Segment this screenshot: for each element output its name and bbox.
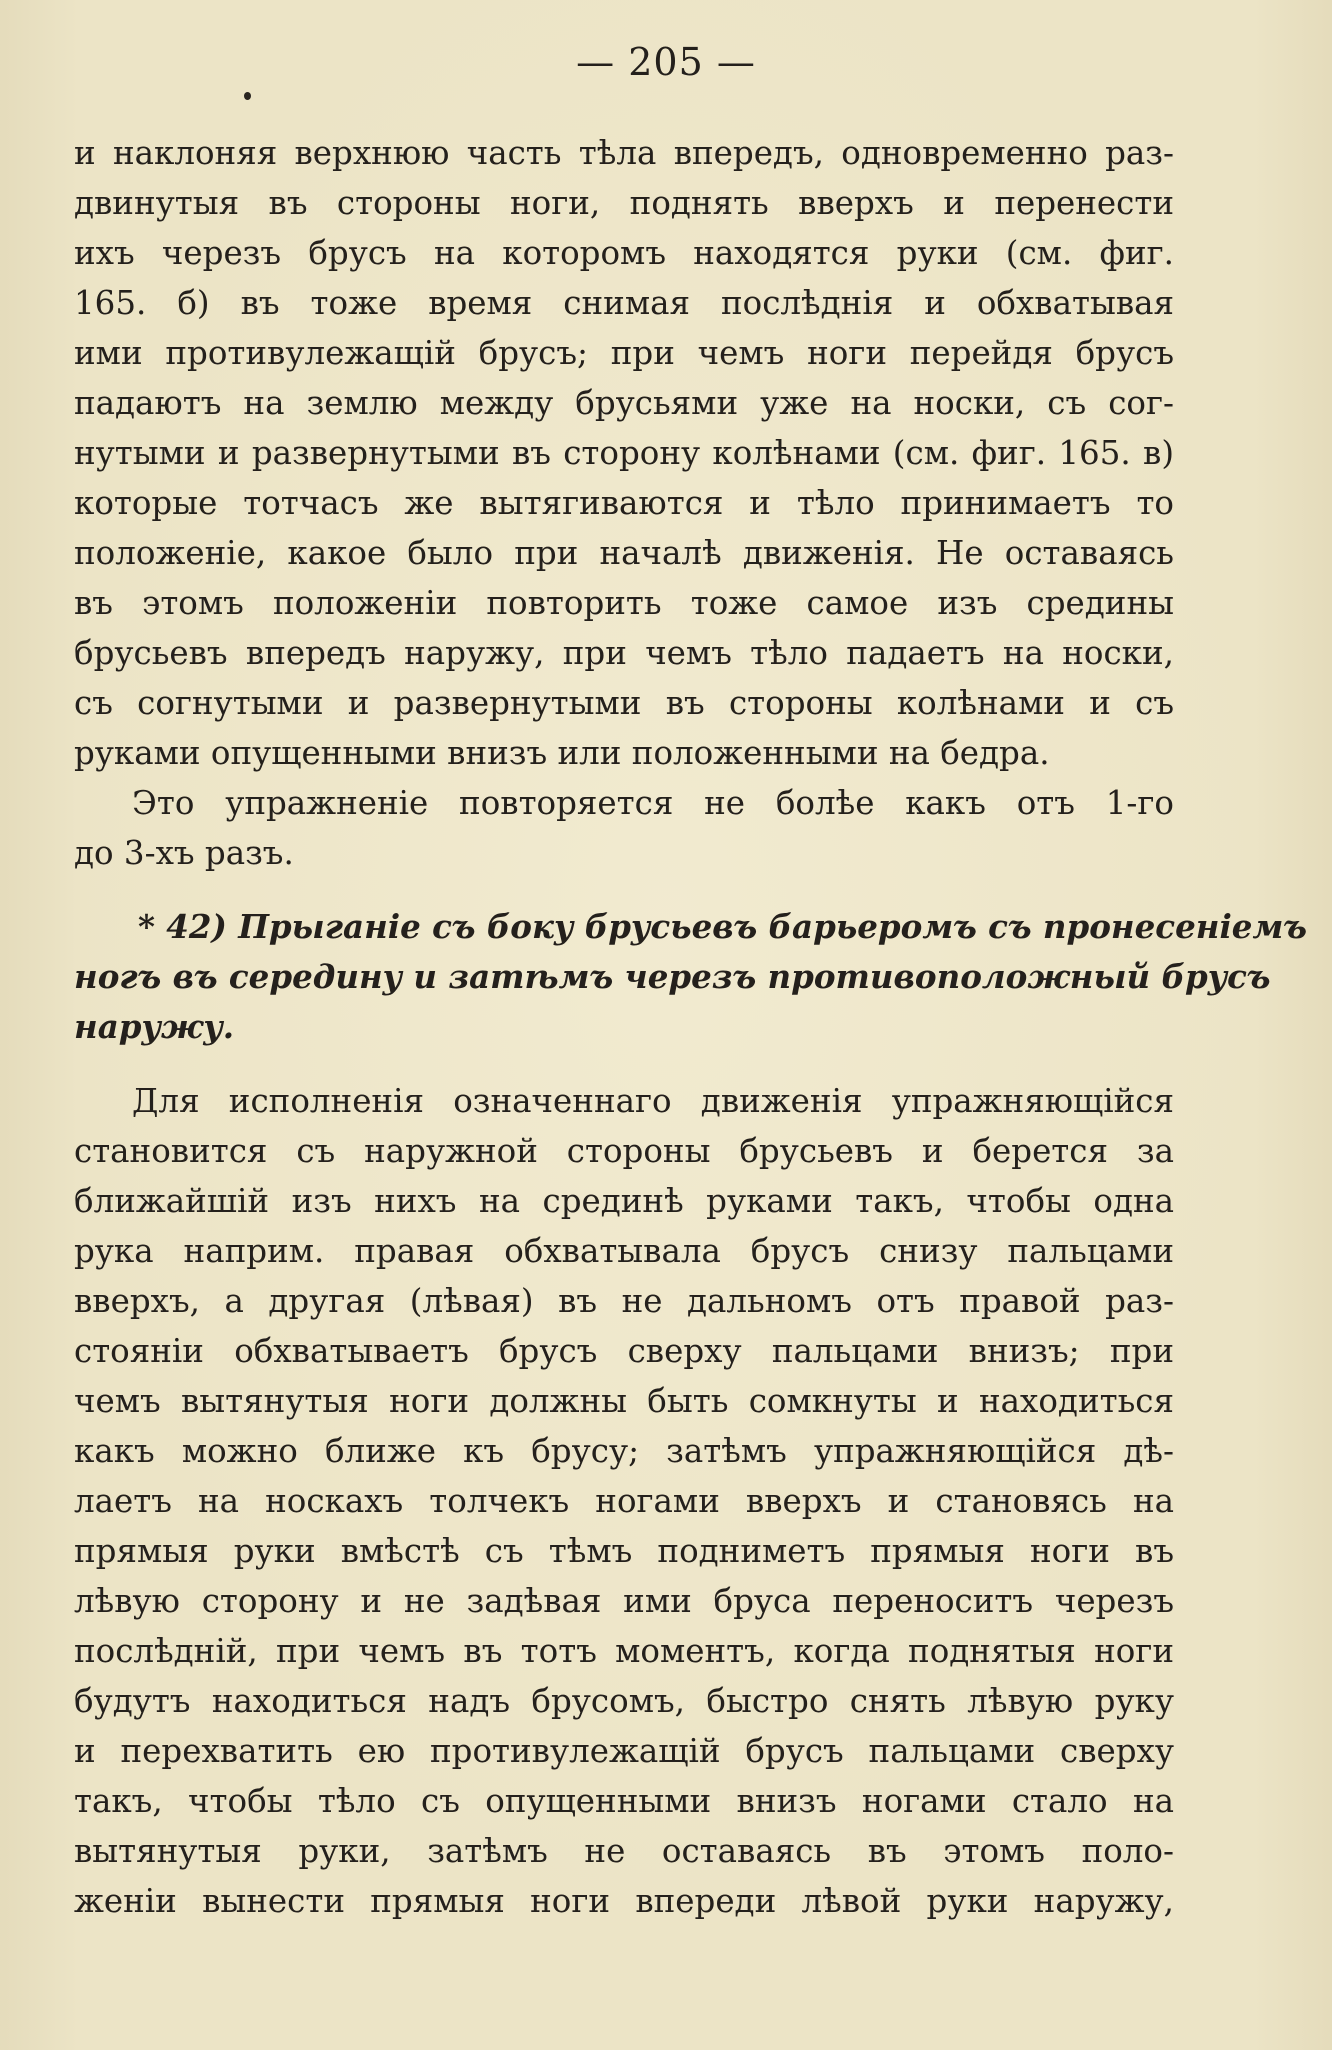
text-line: вверхъ, а другая (лѣвая) въ не дальномъ отъ правой раз- bbox=[74, 1282, 1174, 1320]
text-line: лѣвую сторону и не задѣвая ими бруса переноситъ черезъ bbox=[74, 1582, 1174, 1620]
text-line: нутыми и развернутыми въ сторону колѣнами (см. фиг. 165. в) bbox=[74, 434, 1174, 472]
text-line: становится съ наружной стороны брусьевъ и берется за bbox=[74, 1132, 1174, 1170]
text-line: руками опущенными внизъ или положенными на бедра. bbox=[74, 734, 1050, 772]
text-line: въ этомъ положеніи повторить тоже самое изъ средины bbox=[74, 584, 1174, 622]
text-line: вытянутыя руки, затѣмъ не оставаясь въ этомъ поло- bbox=[74, 1832, 1174, 1870]
text-line: ими противулежащій брусъ; при чемъ ноги перейдя брусъ bbox=[74, 334, 1174, 372]
text-line: съ согнутыми и развернутыми въ стороны колѣнами и съ bbox=[74, 684, 1174, 722]
text-line: 165. б) въ тоже время снимая послѣднія и обхватывая bbox=[74, 284, 1174, 322]
text-line: двинутыя въ стороны ноги, поднять вверхъ и перенести bbox=[74, 184, 1174, 222]
text-line: женіи вынести прямыя ноги впереди лѣвой руки наружу, bbox=[74, 1882, 1174, 1920]
text-line: стояніи обхватываетъ брусъ сверху пальцами внизъ; при bbox=[74, 1332, 1174, 1370]
text-line: и перехватить ею противулежащій брусъ пальцами сверху bbox=[74, 1732, 1174, 1770]
text-line: и наклоняя верхнюю часть тѣла впередъ, одновременно раз- bbox=[74, 134, 1174, 172]
text-line: положеніе, какое было при началѣ движенія. Не оставаясь bbox=[74, 534, 1174, 572]
text-line: прямыя руки вмѣстѣ съ тѣмъ подниметъ прямыя ноги въ bbox=[74, 1532, 1174, 1570]
page-number: — 205 — bbox=[576, 40, 756, 84]
text-line: брусьевъ впередъ наружу, при чемъ тѣло падаетъ на носки, bbox=[74, 634, 1174, 672]
text-line: рука наприм. правая обхватывала брусъ снизу пальцами bbox=[74, 1232, 1174, 1270]
section-heading-line: наружу. bbox=[74, 1007, 235, 1046]
text-line: ихъ черезъ брусъ на которомъ находятся руки (см. фиг. bbox=[74, 234, 1174, 272]
text-line: ближайшій изъ нихъ на срединѣ руками такъ, чтобы одна bbox=[74, 1182, 1174, 1220]
text-line: Для исполненія означеннаго движенія упражняющійся bbox=[132, 1082, 1174, 1120]
text-line: такъ, чтобы тѣло съ опущенными внизъ ногами стало на bbox=[74, 1782, 1174, 1820]
text-line: падаютъ на землю между брусьями уже на носки, съ сог- bbox=[74, 384, 1174, 422]
section-heading-line: ногъ въ середину и затѣмъ черезъ противоположный брусъ bbox=[74, 957, 1271, 996]
text-line: послѣдній, при чемъ въ тотъ моментъ, когда поднятыя ноги bbox=[74, 1632, 1174, 1670]
section-heading-line: * 42) Прыганіе съ боку брусьевъ барьеромъ съ пронесеніемъ bbox=[138, 907, 1308, 946]
text-line: которые тотчасъ же вытягиваются и тѣло принимаетъ то bbox=[74, 484, 1174, 522]
text-line: какъ можно ближе къ брусу; затѣмъ упражняющійся дѣ- bbox=[74, 1432, 1174, 1470]
text-line: чемъ вытянутыя ноги должны быть сомкнуты и находиться bbox=[74, 1382, 1174, 1420]
text-line: до 3-хъ разъ. bbox=[74, 834, 294, 872]
text-line: Это упражненіе повторяется не болѣе какъ отъ 1-го bbox=[132, 784, 1174, 822]
ink-speck bbox=[244, 92, 251, 100]
text-line: лаетъ на носкахъ толчекъ ногами вверхъ и становясь на bbox=[74, 1482, 1174, 1520]
text-line: будутъ находиться надъ брусомъ, быстро снять лѣвую руку bbox=[74, 1682, 1174, 1720]
